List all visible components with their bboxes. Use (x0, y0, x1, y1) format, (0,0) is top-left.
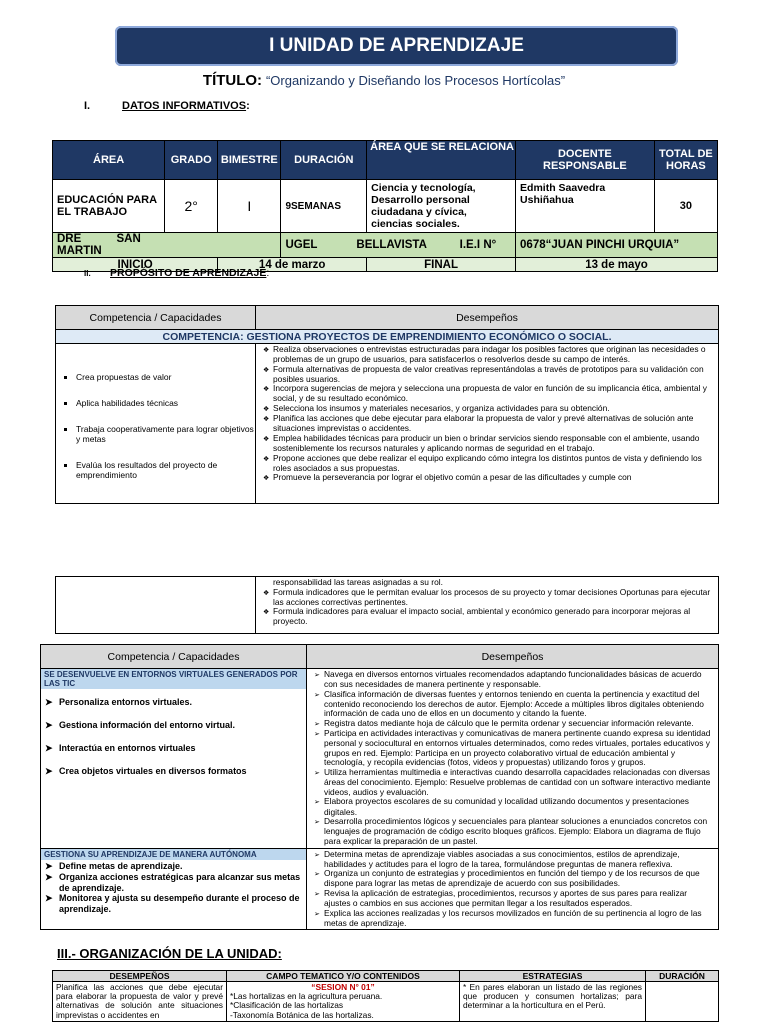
desempeno-item: ❖ Formula indicadores para evaluar el impacto social, ambiental y económico generado para incorporar mejoras al proyecto. (259, 607, 715, 627)
capacidad-item: ➤ Interactúa en entornos virtuales (45, 743, 302, 754)
capacidad-item: ➤ Organiza acciones estratégicas para alcanzar sus metas de aprendizaje. (45, 872, 302, 893)
capacidad-item: ➤ Gestiona información del entorno virtual. (45, 720, 302, 731)
autonoma-capacidades-cell (41, 848, 307, 930)
section-number: II. (84, 269, 91, 278)
desempeno-item: ❖ Promueve la perseverancia por lograr el objetivo común a pesar de las dificultades y cumple con (259, 473, 715, 483)
header-area: ÁREA (53, 141, 165, 180)
cell-area: EDUCACIÓN PARA EL TRABAJO (53, 180, 165, 233)
cell-grado: 2° (165, 180, 218, 233)
competency-table-1-continued (55, 576, 719, 634)
desempeno-item: ➢ Navega en diversos entornos virtuales recomendados adaptando funcionalidades básicas de acuerdo con sus necesidades de manera pertinente y responsable. (310, 670, 715, 690)
section-datos-informativos (84, 100, 250, 112)
inicio-value: 14 de marzo (218, 258, 367, 272)
final-label: FINAL (367, 258, 516, 272)
contenido-item: *Las hortalizas en la agricultura peruana. (230, 991, 383, 1002)
section-organizacion: III.- ORGANIZACIÓN DE LA UNIDAD: (57, 946, 282, 961)
desempeno-item: ➢ Utiliza herramientas multimedia e interactivas cuando desarrolla capacidades relacionadas con diversas áreas del conocimiento. Ejemplo: Resuelve problemas de cantidad con un software interactivo mediante videos, audios y evaluación. (310, 768, 715, 797)
header-competencia: Competencia / Capacidades (56, 306, 256, 330)
org-desempeno: Planifica las acciones que debe ejecutar para elaborar la propuesta de valor y prevé alternativas de solución ante situaciones imprevistas o accidentes en (53, 982, 227, 1022)
header-estrategias: ESTRATEGIAS (460, 971, 646, 982)
titulo-label: TÍTULO: (202, 72, 263, 89)
unit-title: I UNIDAD DE APRENDIZAJE (269, 35, 524, 56)
desempeno-item: ➢ Registra datos mediante hoja de cálculo que le permita ordenar y secuenciar información relevante. (310, 719, 715, 729)
header-campo-tematico: CAMPO TEMATICO Y/O CONTENIDOS (227, 971, 460, 982)
ugel-label: UGEL (285, 239, 318, 251)
autonoma-desempenos-cell (307, 848, 719, 930)
contenido-item: -Taxonomía Botánica de las hortalizas. (230, 1009, 374, 1020)
section-suffix: : (246, 100, 250, 112)
section-title: PROPÓSITO DE APRENDIZAJE (110, 267, 267, 279)
final-value: 13 de mayo (516, 258, 718, 272)
org-estrategia: * En pares elaboran un listado de las regiones que producen y consumen hortalizas; para determinar a la horticultura en el Perú. (460, 982, 646, 1022)
desempeno-item: ❖ Propone acciones que debe realizar el equipo explicando cómo integra los distintos puntos de vista y definiendo los roles asociados a sus propuestas. (259, 454, 715, 474)
desempeno-item: ➢ Determina metas de aprendizaje viables asociadas a sus conocimientos, estilos de aprendizaje, habilidades y actitudes para el logro de la tarea, formulándose preguntas de manera reflexiva. (310, 850, 715, 870)
competency-table-1 (55, 305, 719, 504)
capacidad-item: ➤ Define metas de aprendizaje. (45, 861, 302, 872)
org-duracion (646, 982, 719, 1022)
info-table (52, 140, 718, 272)
cell-docente: Edmith Saavedra Ushiñahua (516, 180, 655, 233)
cell-area-relaciona: Ciencia y tecnología, Desarrollo personal ciudadana y cívica, ciencias sociales. (367, 180, 516, 233)
section-proposito (84, 267, 269, 279)
contenido-item: *Clasificación de las hortalizas (230, 1000, 344, 1011)
tic-desempenos-cell (307, 669, 719, 849)
header-total-horas: TOTAL DE HORAS (654, 141, 717, 180)
desempeno-item: ➢ Participa en actividades interactivas y comunicativas de manera pertinente cuando expresa su identidad personal y sociocultural en entornos virtuales determinados, como redes virtuales, portales educativos y grupos en red. Ejemplo: Participa en un proyecto colaborativo virtual de educación ambiental y tecnología, y recopila evidencias (fotos, videos y propuestas) utilizando foros y grupos. (310, 729, 715, 768)
document-title (0, 72, 768, 89)
capacidad-item: ▪ Evalúa los resultados del proyecto de emprendimiento (76, 460, 255, 480)
competencia-autonoma-title: GESTIONA SU APRENDIZAJE DE MANERA AUTÓNOMA (41, 849, 306, 860)
iei-cell (516, 233, 718, 258)
desempeno-item: ❖ Formula indicadores que le permitan evaluar los procesos de su proyecto y tomar decisiones Oportunas para ejecutar las acciones correctivas pertinentes. (259, 588, 715, 608)
iei-value: 0678“JUAN PINCHI URQUIA” (520, 239, 680, 251)
capacidad-item: ▪ Trabaja cooperativamente para lograr objetivos y metas (76, 424, 255, 444)
desempenos-cell-continued (256, 577, 719, 634)
desempenos-cell (256, 344, 719, 504)
desempeno-item: ➢ Revisa la aplicación de estrategias, procedimientos, recursos y aportes de sus pares para realizar ajustes o cambios en sus acciones que permitan llegar a los resultados esperados. (310, 889, 715, 909)
competencia-tic-title: SE DESENVUELVE EN ENTORNOS VIRTUALES GENERADOS POR LAS TIC (41, 669, 306, 689)
cell-bimestre: I (218, 180, 281, 233)
dre-cell (53, 233, 165, 258)
header-desempenos: DESEMPEÑOS (53, 971, 227, 982)
desempeno-item: ❖ Realiza observaciones o entrevistas estructuradas para indagar los posibles factores que originan las necesidades o problemas de un grupo de usuarios, para satisfacerlos o resolverlos desde su campo de interés. (259, 345, 715, 365)
header-docente: DOCENTE RESPONSABLE (516, 141, 655, 180)
capacidades-cell (56, 344, 256, 504)
desempeno-item: ➢ Explica las acciones realizadas y los recursos movilizados en función de su pertinencia al logro de las metas de aprendizaje. (310, 909, 715, 929)
dre-label: DRE (57, 233, 82, 245)
section-number: I. (84, 100, 91, 112)
competencia-title: COMPETENCIA: GESTIONA PROYECTOS DE EMPRENDIMIENTO ECONÓMICO O SOCIAL. (56, 330, 719, 344)
dre-value-cell (165, 233, 281, 258)
capacidad-item: ▪ Crea propuestas de valor (76, 372, 255, 382)
header-competencia: Competencia / Capacidades (41, 645, 307, 669)
desempeno-item: ➢ Elabora proyectos escolares de su comunidad y localidad utilizando documentos y presentaciones digitales. (310, 797, 715, 817)
organization-table (52, 970, 719, 1022)
capacidad-item: ➤ Personaliza entornos virtuales. (45, 697, 302, 708)
desempeno-item: ❖ Formula alternativas de propuesta de valor creativas representándolas a través de prototipos para su validación con posibles usuarios. (259, 365, 715, 385)
sesion-title: “SESION N° 01” (311, 982, 375, 992)
continuation-text: responsabilidad las tareas asignadas a su rol. (273, 577, 443, 587)
tic-capacidades-cell (41, 669, 307, 849)
header-desempenos: Desempeños (307, 645, 719, 669)
desempeno-item: ➢ Clasifica información de diversas fuentes y entornos teniendo en cuenta la pertinencia y exactitud del contenido reconociendo los derechos de autor. Ejemplo: Accede a múltiples libros digitales obteniendo información de cada uno de ellos en un documento y citando la fuente. (310, 690, 715, 719)
header-duracion: DURACIÓN (281, 141, 367, 180)
cell-duracion: 9SEMANAS (281, 180, 367, 233)
capacidad-item: ➤ Monitorea y ajusta su desempeño durante el proceso de aprendizaje. (45, 893, 302, 914)
desempeno-item: ❖ Selecciona los insumos y materiales necesarios, y organiza actividades para su obtención. (259, 404, 715, 414)
desempeno-item: ➢ Organiza un conjunto de estrategias y procedimientos en función del tiempo y de los recursos de que dispone para lograr las metas de aprendizaje de acuerdo con sus posibilidades. (310, 869, 715, 889)
capacidad-item: ➤ Crea objetos virtuales en diversos formatos (45, 766, 302, 777)
desempeno-item: ❖ Incorpora sugerencias de mejora y selecciona una propuesta de valor en función de su implicancia ética, ambiental y social, y de su resultado económico. (259, 384, 715, 404)
section-suffix: : (266, 267, 270, 279)
desempeno-item: ❖ Emplea habilidades técnicas para producir un bien o brindar servicios siendo responsable con el ambiente, usando sosteniblemente los recursos naturales y aplicando normas de seguridad en el trabajo. (259, 434, 715, 454)
unit-title-banner (115, 26, 678, 66)
iei-label: I.E.I N° (459, 239, 497, 251)
desempeno-item: ❖ Planifica las acciones que debe ejecutar para elaborar la propuesta de valor y prevé alternativas de solución ante situaciones imprevistas o accidentes. (259, 414, 715, 434)
desempeno-item: ➢ Desarrolla procedimientos lógicos y secuenciales para plantear soluciones a enunciados concretos con lenguajes de programación de código escrito bloques gráficos. Ejemplo: Elabora un diagrama de flujo para explicar la preparación de un pastel. (310, 817, 715, 846)
capacidades-cell-continued (56, 577, 256, 634)
header-desempenos: Desempeños (256, 306, 719, 330)
section-title: DATOS INFORMATIVOS (122, 100, 247, 112)
competency-table-2 (40, 644, 719, 930)
org-contenidos (227, 982, 460, 1022)
ugel-cell (281, 233, 516, 258)
header-area-relaciona: ÁREA QUE SE RELACIONA (367, 141, 516, 180)
cell-total-horas: 30 (654, 180, 717, 233)
dre-value: SAN MARTIN (57, 233, 141, 257)
header-grado: GRADO (165, 141, 218, 180)
titulo-value: “Organizando y Diseñando los Procesos Hortícolas” (265, 73, 566, 88)
inicio-label: INICIO (53, 258, 218, 272)
header-bimestre: BIMESTRE (218, 141, 281, 180)
capacidad-item: ▪ Aplica habilidades técnicas (76, 398, 255, 408)
header-duracion: DURACIÓN (646, 971, 719, 982)
ugel-value: BELLAVISTA (356, 239, 427, 251)
